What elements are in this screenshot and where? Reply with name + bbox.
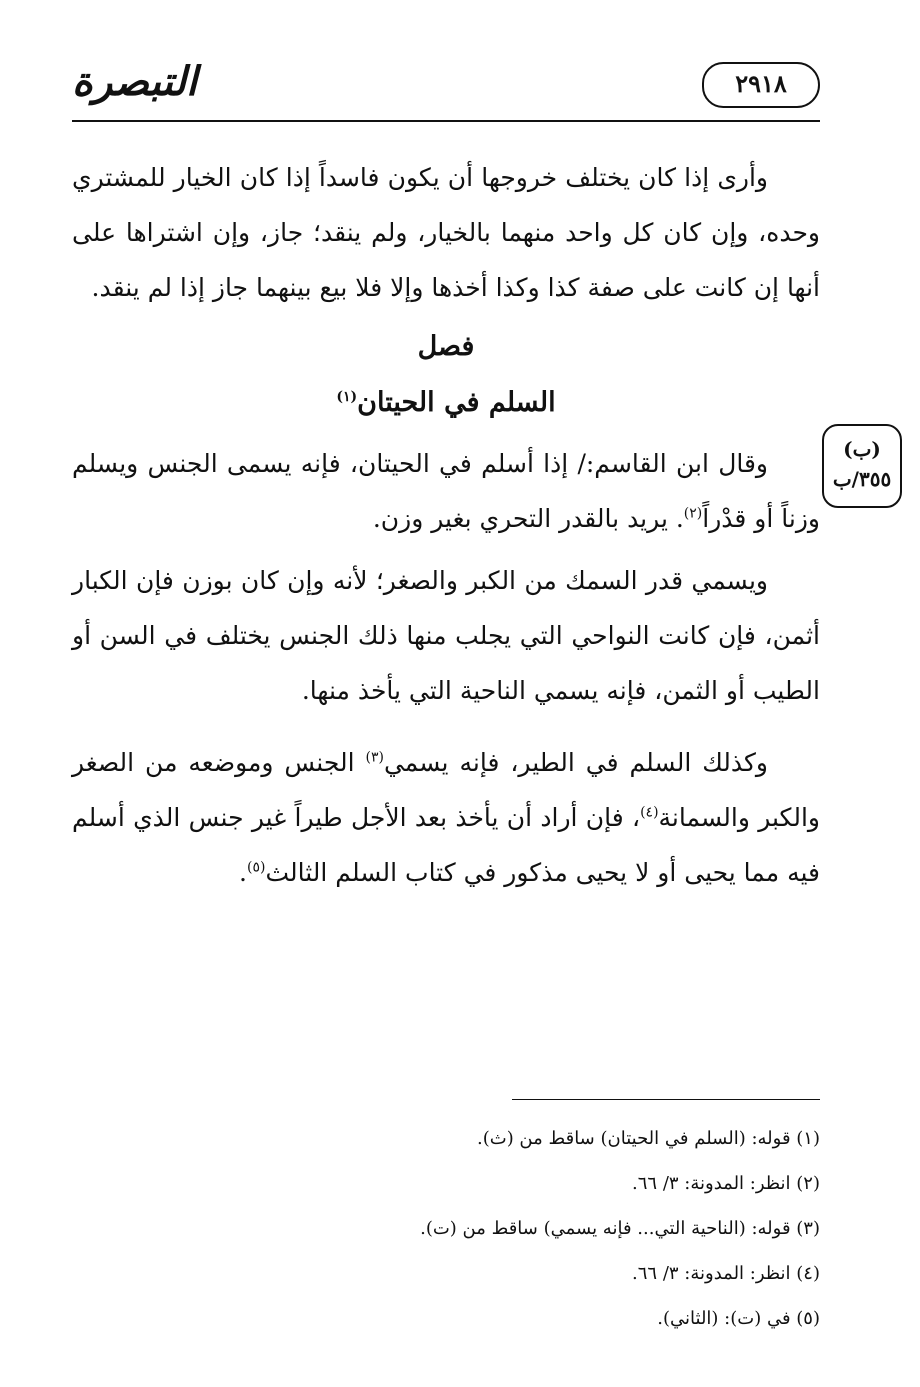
- page-number: ٢٩١٨: [702, 62, 820, 108]
- section-title: [72, 378, 820, 428]
- paragraph-4-text-1: وكذلك السلم في الطير، فإنه يسمي: [383, 748, 769, 777]
- footnote-2: (٢) انظر: المدونة: ٣/ ٦٦.: [632, 1173, 820, 1194]
- running-title: التبصرة: [72, 58, 198, 105]
- footnote-3: (٣) قوله: (الناحية التي... فإنه يسمي) ساقط من (ت).: [420, 1218, 820, 1239]
- footnote-4: (٤) انظر: المدونة: ٣/ ٦٦.: [632, 1263, 820, 1284]
- paragraph-2-text-2: . يريد بالقدر التحري بغير وزن.: [372, 504, 684, 533]
- footnote-ref-5: (٥): [247, 859, 266, 876]
- margin-note-line-1: (ب): [843, 437, 881, 461]
- footnote-rule: [512, 1099, 820, 1100]
- paragraph-4-text-4: .: [239, 858, 247, 887]
- section-label: فصل: [417, 331, 475, 362]
- footnote-1: (١) قوله: (السلم في الحيتان) ساقط من (ث).: [477, 1128, 820, 1149]
- paragraph-3: ويسمي قدر السمك من الكبر والصغر؛ لأنه وإن كان بوزن فإن الكبار أثمن، فإن كانت النواحي التي يجلب منها ذلك الجنس يختلف في السن أو الطيب أو الثمن، فإنه يسمي الناحية التي يأخذ منها.: [72, 566, 820, 705]
- paragraph-2: [72, 436, 820, 546]
- paragraph-1: وأرى إذا كان يختلف خروجها أن يكون فاسداً إذا كان الخيار للمشتري وحده، وإن كان كل واحد منهما بالخيار، ولم ينقد؛ جاز، وإن اشتراها على أنها إن كانت على صفة كذا وكذا أخذها وإلا فلا بيع بينهما جاز إذا لم ينقد.: [72, 163, 820, 302]
- footnote-ref-3: (٣): [365, 749, 384, 766]
- paragraph-4-text-2: الجنس وموضعه من الصغر والكبر والسمانة: [72, 748, 820, 832]
- section-title-text: السلم في الحيتان: [357, 387, 556, 418]
- header-rule: [72, 120, 820, 122]
- footnote-5: (٥) في (ت): (الثاني).: [657, 1308, 820, 1329]
- footnotes-list: [72, 1116, 820, 1341]
- footnote-ref-1: (١): [336, 389, 358, 405]
- paragraph-2-text-1: وقال ابن القاسم:/ إذا أسلم في الحيتان، فإنه يسمى الجنس ويسلم وزناً أو قدْراً: [72, 449, 820, 533]
- margin-note-line-2: ٣٥٥/ب: [832, 467, 892, 491]
- margin-note: [822, 424, 902, 508]
- footnote-ref-4: (٤): [640, 804, 659, 821]
- paragraph-4-text-3: ، فإن أراد أن يأخذ بعد الأجل طيراً غير جنس الذي أسلم فيه مما يحيى أو لا يحيى مذكور في كتاب السلم الثالث: [72, 803, 820, 887]
- page-header: [72, 52, 820, 122]
- paragraph-4: [72, 735, 820, 900]
- footnote-ref-2: (٢): [683, 505, 703, 522]
